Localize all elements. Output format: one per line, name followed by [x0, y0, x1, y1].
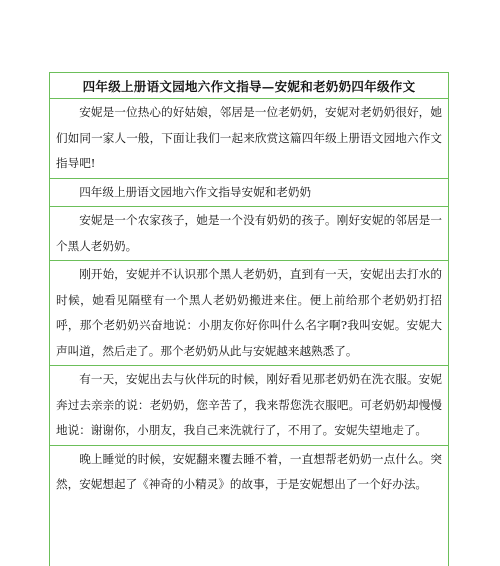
intro-paragraph: 安妮是一位热心的好姑娘，邻居是一位老奶奶，安妮对老奶奶很好，她们如同一家人一般，下面让我们一起来欣赏这篇四年级上册语文园地六作文指导吧! — [50, 99, 448, 179]
section-subheading: 四年级上册语文园地六作文指导安妮和老奶奶 — [50, 179, 448, 208]
body-paragraph-4: 晚上睡觉的时候，安妮翻来覆去睡不着，一直想帮老奶奶一点什么。突然，安妮想起了《神奇的小精灵》的故事，于是安妮想出了一个好办法。 — [56, 451, 442, 491]
document-title: 四年级上册语文园地六作文指导—安妮和老奶奶四年级作文 — [50, 73, 448, 99]
body-paragraph-2: 刚开始，安妮并不认识那个黑人老奶奶，直到有一天，安妮出去打水的时候，她看见隔壁有一个黑人老奶奶搬进来住。便上前给那个老奶奶打招呼，那个老奶奶兴奋地说：小朋友你好你叫什么名字啊?我叫安妮。安妮大声叫道，然后走了。那个老奶奶从此与安妮越来越熟悉了。 — [50, 261, 448, 366]
body-paragraph-3: 有一天，安妮出去与伙伴玩的时候，刚好看见那老奶奶在洗衣服。安妮奔过去亲亲的说：老奶奶，您辛苦了，我来帮您洗衣服吧。可老奶奶却慢慢地说：谢谢你，小朋友，我自己来洗就行了，不用了。安妮失望地走了。 — [50, 366, 448, 446]
document-table — [49, 72, 449, 566]
body-paragraph-1: 安妮是一个农家孩子，她是一个没有奶奶的孩子。刚好安妮的邻居是一个黑人老奶奶。 — [50, 207, 448, 261]
